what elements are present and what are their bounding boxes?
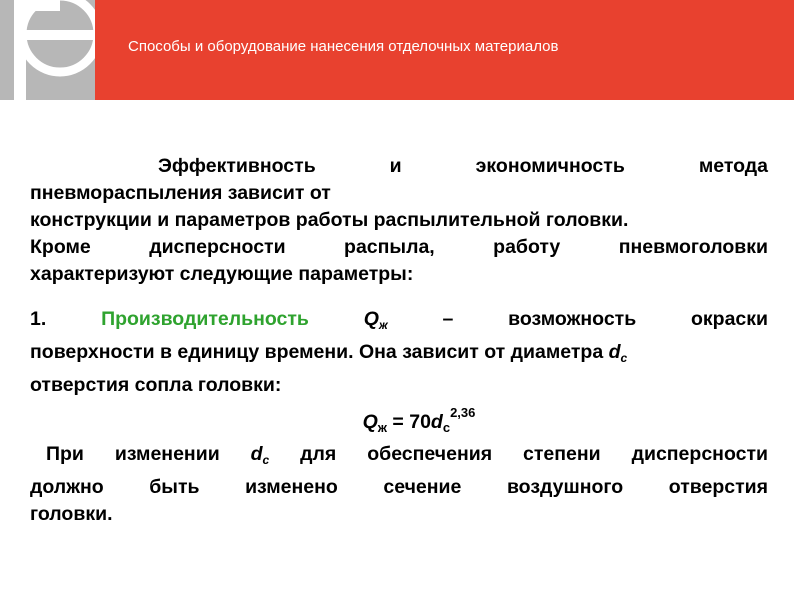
d-symbol: $d_с$ [608, 341, 628, 365]
paragraph-1-line-1: Эффективность и экономичность метода [158, 155, 768, 177]
d-symbol-2: $d_с$ [250, 443, 270, 467]
paragraph-1-line-4: Кроме дисперсности распыла, работу пневмоголовки [30, 236, 768, 258]
paragraph-2-line-2: поверхности в единицу времени. Она зависит от диаметра $d_с$ [30, 341, 628, 365]
logo [0, 0, 95, 100]
page-title: Способы и оборудование нанесения отделочных материалов [128, 38, 559, 55]
slide-content [30, 153, 768, 528]
paragraph-3-line-3: головки. [30, 503, 113, 525]
paragraph-2-line-1: 1. Производительность $Q_ж$ – возможность окраски [30, 308, 769, 332]
paragraph-2-line-3: отверстия сопла головки: [30, 374, 282, 396]
paragraph-3-line-1: При изменении $d_с$ для обеспечения степени дисперсности [46, 443, 768, 467]
paragraph-1-line-5: характеризуют следующие параметры: [30, 263, 414, 285]
paragraph-1-line-3: конструкции и параметров работы распылительной головки. [30, 209, 629, 231]
paragraph-3-line-2: должно быть изменено сечение воздушного отверстия [30, 476, 768, 498]
paragraph-1-line-2: пневмораспыления зависит от [30, 182, 331, 204]
q-symbol: $Q_ж$ [363, 308, 388, 332]
term-productivity: Производительность [101, 308, 309, 330]
header-bar [0, 0, 794, 100]
formula: $Q_ж = 70d_с^{2,36}$ [362, 405, 476, 435]
logo-fe-icon [0, 0, 95, 100]
